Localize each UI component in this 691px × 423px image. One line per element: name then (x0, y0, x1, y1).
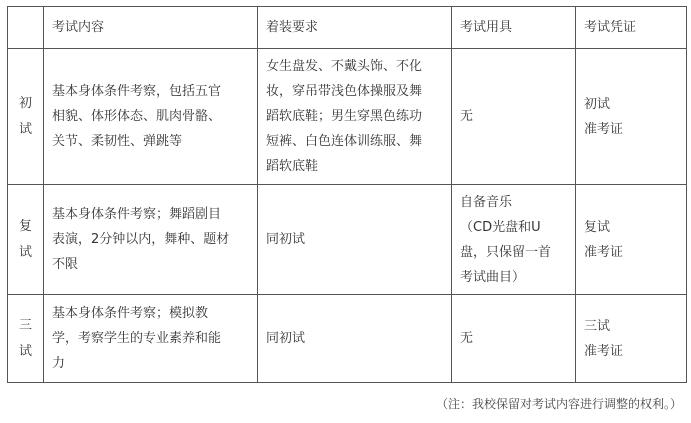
exam-schedule-table (7, 6, 687, 383)
table-row-third (8, 295, 687, 383)
stage-label: 试 (18, 343, 32, 359)
attire-line: 妆，穿吊带浅色体操服及舞 (266, 84, 423, 99)
attire-line: 蹈软底鞋 (266, 159, 319, 174)
footnote: （注：我校保留对考试内容进行调整的权利。） (435, 397, 682, 411)
supplies-cell (452, 49, 576, 185)
stage-cell (8, 295, 44, 383)
credential-line: 准考证 (584, 121, 624, 137)
content-line: 基本身体条件考察；模拟教 (52, 306, 209, 321)
supplies-cell (452, 295, 576, 383)
attire-cell (258, 185, 452, 295)
stage-label: 三 (18, 317, 32, 333)
stage-cell (8, 185, 44, 295)
table-row-second (8, 185, 687, 295)
credential-line: 准考证 (584, 343, 624, 359)
content-line: 不限 (52, 257, 79, 272)
stage-label: 初 (18, 95, 32, 111)
attire-line: 女生盘发、不戴头饰、不化 (266, 59, 423, 74)
stage-label: 试 (18, 244, 32, 260)
attire-line: 同初试 (266, 232, 306, 247)
table-row-preliminary (8, 49, 687, 185)
header-supplies: 考试用具 (452, 7, 576, 49)
content-line: 力 (52, 356, 66, 371)
content-line: 关节、柔韧性、弹跳等 (52, 134, 183, 149)
header-attire: 着装要求 (258, 7, 452, 49)
credential-cell (576, 295, 687, 383)
stage-label: 复 (18, 218, 32, 234)
attire-cell (258, 49, 452, 185)
attire-line: 同初试 (266, 331, 306, 346)
supplies-line: 盘，只保留一首 (460, 244, 552, 260)
stage-label: 试 (18, 121, 32, 137)
supplies-line: （CD光盘和U (460, 219, 541, 235)
supplies-line: 无 (460, 331, 474, 346)
supplies-line: 无 (460, 109, 474, 124)
credential-line: 准考证 (584, 244, 624, 260)
attire-line: 短裤、白色连体训练服、舞 (266, 134, 423, 149)
content-line: 表演，2分钟以内，舞种、题材 (52, 232, 230, 247)
content-line: 基本身体条件考察；舞蹈剧目 (52, 207, 222, 222)
supplies-cell (452, 185, 576, 295)
credential-cell (576, 49, 687, 185)
header-stage (8, 7, 44, 49)
attire-line: 蹈软底鞋；男生穿黑色练功 (266, 109, 423, 124)
supplies-line: 自备音乐 (460, 194, 513, 210)
credential-line: 三试 (584, 318, 611, 334)
attire-cell (258, 295, 452, 383)
content-cell (44, 185, 258, 295)
content-line: 相貌、体形体态、肌肉骨骼、 (52, 109, 222, 124)
content-line: 基本身体条件考察，包括五官 (52, 84, 222, 99)
credential-line: 初试 (584, 96, 611, 112)
header-content: 考试内容 (44, 7, 258, 49)
supplies-line: 考试曲目） (460, 269, 526, 285)
credential-line: 复试 (584, 219, 611, 235)
content-cell (44, 49, 258, 185)
credential-cell (576, 185, 687, 295)
content-line: 学，考察学生的专业素养和能 (52, 331, 222, 346)
table-header-row (8, 7, 687, 49)
stage-cell (8, 49, 44, 185)
header-credential: 考试凭证 (576, 7, 687, 49)
content-cell (44, 295, 258, 383)
